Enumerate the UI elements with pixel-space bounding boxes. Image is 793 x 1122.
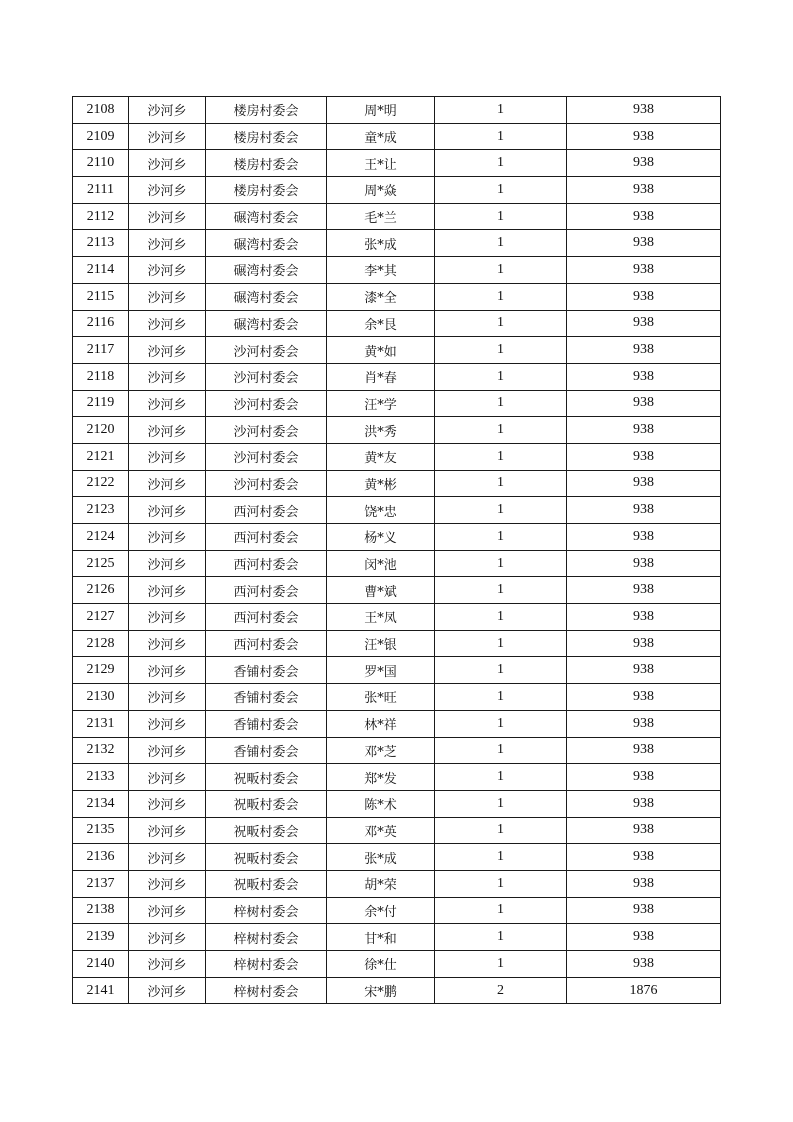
row-number-cell: 2135	[73, 817, 129, 844]
table-row	[73, 230, 721, 257]
row-number-cell: 2136	[73, 844, 129, 871]
table-row	[73, 897, 721, 924]
row-number-cell: 2129	[73, 657, 129, 684]
row-number-cell: 2140	[73, 951, 129, 978]
township-cell: 沙河乡	[129, 97, 206, 124]
row-number-cell: 2116	[73, 310, 129, 337]
household-count-cell: 1	[435, 363, 567, 390]
township-cell: 沙河乡	[129, 497, 206, 524]
amount-cell: 938	[567, 817, 721, 844]
township-cell: 沙河乡	[129, 951, 206, 978]
household-count-cell: 1	[435, 684, 567, 711]
township-cell: 沙河乡	[129, 524, 206, 551]
table-row	[73, 390, 721, 417]
amount-cell: 938	[567, 550, 721, 577]
amount-cell: 938	[567, 951, 721, 978]
household-count-cell: 1	[435, 417, 567, 444]
household-count-cell: 1	[435, 257, 567, 284]
village-committee-cell: 楼房村委会	[206, 177, 327, 204]
village-committee-cell: 梓树村委会	[206, 951, 327, 978]
township-cell: 沙河乡	[129, 844, 206, 871]
household-count-cell: 1	[435, 524, 567, 551]
village-committee-cell: 西河村委会	[206, 550, 327, 577]
table-row	[73, 524, 721, 551]
household-count-cell: 1	[435, 577, 567, 604]
amount-cell: 938	[567, 737, 721, 764]
amount-cell: 938	[567, 684, 721, 711]
township-cell: 沙河乡	[129, 550, 206, 577]
household-count-cell: 1	[435, 604, 567, 631]
village-committee-cell: 沙河村委会	[206, 470, 327, 497]
row-number-cell: 2115	[73, 283, 129, 310]
township-cell: 沙河乡	[129, 737, 206, 764]
amount-cell: 938	[567, 604, 721, 631]
village-committee-cell: 沙河村委会	[206, 390, 327, 417]
village-committee-cell: 碾湾村委会	[206, 230, 327, 257]
township-cell: 沙河乡	[129, 310, 206, 337]
row-number-cell: 2130	[73, 684, 129, 711]
amount-cell: 938	[567, 897, 721, 924]
village-committee-cell: 沙河村委会	[206, 443, 327, 470]
row-number-cell: 2128	[73, 630, 129, 657]
row-number-cell: 2126	[73, 577, 129, 604]
table-row	[73, 550, 721, 577]
person-name-cell: 毛*兰	[327, 203, 435, 230]
amount-cell: 938	[567, 470, 721, 497]
row-number-cell: 2114	[73, 257, 129, 284]
row-number-cell: 2111	[73, 177, 129, 204]
township-cell: 沙河乡	[129, 577, 206, 604]
row-number-cell: 2131	[73, 710, 129, 737]
village-committee-cell: 楼房村委会	[206, 150, 327, 177]
table-row	[73, 577, 721, 604]
village-committee-cell: 祝畈村委会	[206, 817, 327, 844]
household-count-cell: 1	[435, 283, 567, 310]
table-row	[73, 870, 721, 897]
township-cell: 沙河乡	[129, 283, 206, 310]
township-cell: 沙河乡	[129, 443, 206, 470]
table-row	[73, 363, 721, 390]
household-count-cell: 1	[435, 177, 567, 204]
township-cell: 沙河乡	[129, 150, 206, 177]
amount-cell: 1876	[567, 977, 721, 1004]
row-number-cell: 2137	[73, 870, 129, 897]
village-committee-cell: 梓树村委会	[206, 897, 327, 924]
amount-cell: 938	[567, 497, 721, 524]
row-number-cell: 2141	[73, 977, 129, 1004]
person-name-cell: 闵*池	[327, 550, 435, 577]
amount-cell: 938	[567, 524, 721, 551]
table-row	[73, 497, 721, 524]
row-number-cell: 2138	[73, 897, 129, 924]
township-cell: 沙河乡	[129, 977, 206, 1004]
person-name-cell: 杨*义	[327, 524, 435, 551]
person-name-cell: 黄*友	[327, 443, 435, 470]
township-cell: 沙河乡	[129, 897, 206, 924]
township-cell: 沙河乡	[129, 764, 206, 791]
household-count-cell: 1	[435, 790, 567, 817]
person-name-cell: 王*让	[327, 150, 435, 177]
village-committee-cell: 西河村委会	[206, 604, 327, 631]
township-cell: 沙河乡	[129, 604, 206, 631]
person-name-cell: 张*成	[327, 230, 435, 257]
table-row	[73, 177, 721, 204]
roster-table-body	[73, 97, 721, 1004]
village-committee-cell: 祝畈村委会	[206, 790, 327, 817]
table-row	[73, 97, 721, 124]
row-number-cell: 2122	[73, 470, 129, 497]
person-name-cell: 罗*国	[327, 657, 435, 684]
person-name-cell: 周*焱	[327, 177, 435, 204]
row-number-cell: 2119	[73, 390, 129, 417]
amount-cell: 938	[567, 577, 721, 604]
row-number-cell: 2120	[73, 417, 129, 444]
village-committee-cell: 碾湾村委会	[206, 310, 327, 337]
row-number-cell: 2124	[73, 524, 129, 551]
person-name-cell: 肖*春	[327, 363, 435, 390]
village-committee-cell: 香铺村委会	[206, 737, 327, 764]
amount-cell: 938	[567, 177, 721, 204]
row-number-cell: 2123	[73, 497, 129, 524]
table-row	[73, 443, 721, 470]
village-committee-cell: 祝畈村委会	[206, 844, 327, 871]
table-row	[73, 310, 721, 337]
village-committee-cell: 西河村委会	[206, 630, 327, 657]
village-committee-cell: 楼房村委会	[206, 123, 327, 150]
table-row	[73, 737, 721, 764]
amount-cell: 938	[567, 630, 721, 657]
township-cell: 沙河乡	[129, 337, 206, 364]
household-count-cell: 1	[435, 870, 567, 897]
household-count-cell: 1	[435, 203, 567, 230]
row-number-cell: 2108	[73, 97, 129, 124]
household-count-cell: 1	[435, 951, 567, 978]
row-number-cell: 2139	[73, 924, 129, 951]
village-committee-cell: 沙河村委会	[206, 417, 327, 444]
row-number-cell: 2110	[73, 150, 129, 177]
village-committee-cell: 西河村委会	[206, 497, 327, 524]
village-committee-cell: 碾湾村委会	[206, 257, 327, 284]
township-cell: 沙河乡	[129, 177, 206, 204]
person-name-cell: 胡*荣	[327, 870, 435, 897]
township-cell: 沙河乡	[129, 924, 206, 951]
table-row	[73, 630, 721, 657]
person-name-cell: 黄*彬	[327, 470, 435, 497]
row-number-cell: 2132	[73, 737, 129, 764]
table-row	[73, 283, 721, 310]
household-count-cell: 1	[435, 123, 567, 150]
amount-cell: 938	[567, 390, 721, 417]
amount-cell: 938	[567, 257, 721, 284]
household-count-cell: 1	[435, 443, 567, 470]
amount-cell: 938	[567, 97, 721, 124]
amount-cell: 938	[567, 337, 721, 364]
person-name-cell: 余*付	[327, 897, 435, 924]
amount-cell: 938	[567, 443, 721, 470]
household-count-cell: 1	[435, 764, 567, 791]
person-name-cell: 甘*和	[327, 924, 435, 951]
household-count-cell: 1	[435, 550, 567, 577]
table-row	[73, 924, 721, 951]
row-number-cell: 2112	[73, 203, 129, 230]
township-cell: 沙河乡	[129, 657, 206, 684]
table-row	[73, 417, 721, 444]
row-number-cell: 2121	[73, 443, 129, 470]
person-name-cell: 宋*鹏	[327, 977, 435, 1004]
person-name-cell: 张*旺	[327, 684, 435, 711]
household-count-cell: 2	[435, 977, 567, 1004]
township-cell: 沙河乡	[129, 870, 206, 897]
village-committee-cell: 香铺村委会	[206, 710, 327, 737]
village-committee-cell: 西河村委会	[206, 577, 327, 604]
township-cell: 沙河乡	[129, 363, 206, 390]
township-cell: 沙河乡	[129, 470, 206, 497]
person-name-cell: 余*艮	[327, 310, 435, 337]
table-row	[73, 123, 721, 150]
table-row	[73, 844, 721, 871]
amount-cell: 938	[567, 870, 721, 897]
amount-cell: 938	[567, 150, 721, 177]
village-committee-cell: 楼房村委会	[206, 97, 327, 124]
table-row	[73, 257, 721, 284]
table-row	[73, 337, 721, 364]
row-number-cell: 2133	[73, 764, 129, 791]
person-name-cell: 郑*发	[327, 764, 435, 791]
township-cell: 沙河乡	[129, 123, 206, 150]
household-count-cell: 1	[435, 710, 567, 737]
village-committee-cell: 西河村委会	[206, 524, 327, 551]
table-row	[73, 470, 721, 497]
household-count-cell: 1	[435, 657, 567, 684]
person-name-cell: 汪*学	[327, 390, 435, 417]
person-name-cell: 漆*全	[327, 283, 435, 310]
roster-table	[72, 96, 721, 1004]
township-cell: 沙河乡	[129, 790, 206, 817]
amount-cell: 938	[567, 203, 721, 230]
person-name-cell: 曹*斌	[327, 577, 435, 604]
household-count-cell: 1	[435, 817, 567, 844]
table-row	[73, 951, 721, 978]
person-name-cell: 汪*银	[327, 630, 435, 657]
amount-cell: 938	[567, 790, 721, 817]
township-cell: 沙河乡	[129, 710, 206, 737]
table-row	[73, 977, 721, 1004]
person-name-cell: 洪*秀	[327, 417, 435, 444]
row-number-cell: 2109	[73, 123, 129, 150]
amount-cell: 938	[567, 123, 721, 150]
row-number-cell: 2113	[73, 230, 129, 257]
table-row	[73, 604, 721, 631]
amount-cell: 938	[567, 924, 721, 951]
table-row	[73, 764, 721, 791]
village-committee-cell: 梓树村委会	[206, 977, 327, 1004]
household-count-cell: 1	[435, 737, 567, 764]
row-number-cell: 2117	[73, 337, 129, 364]
township-cell: 沙河乡	[129, 817, 206, 844]
person-name-cell: 徐*仕	[327, 951, 435, 978]
household-count-cell: 1	[435, 337, 567, 364]
person-name-cell: 陈*术	[327, 790, 435, 817]
township-cell: 沙河乡	[129, 257, 206, 284]
township-cell: 沙河乡	[129, 684, 206, 711]
amount-cell: 938	[567, 657, 721, 684]
person-name-cell: 李*其	[327, 257, 435, 284]
row-number-cell: 2127	[73, 604, 129, 631]
person-name-cell: 林*祥	[327, 710, 435, 737]
household-count-cell: 1	[435, 497, 567, 524]
village-committee-cell: 沙河村委会	[206, 337, 327, 364]
table-row	[73, 790, 721, 817]
village-committee-cell: 碾湾村委会	[206, 203, 327, 230]
table-row	[73, 657, 721, 684]
amount-cell: 938	[567, 764, 721, 791]
table-row	[73, 684, 721, 711]
amount-cell: 938	[567, 310, 721, 337]
person-name-cell: 黄*如	[327, 337, 435, 364]
village-committee-cell: 香铺村委会	[206, 684, 327, 711]
household-count-cell: 1	[435, 150, 567, 177]
township-cell: 沙河乡	[129, 203, 206, 230]
person-name-cell: 邓*芝	[327, 737, 435, 764]
person-name-cell: 饶*忠	[327, 497, 435, 524]
household-count-cell: 1	[435, 390, 567, 417]
household-count-cell: 1	[435, 844, 567, 871]
person-name-cell: 童*成	[327, 123, 435, 150]
township-cell: 沙河乡	[129, 230, 206, 257]
village-committee-cell: 沙河村委会	[206, 363, 327, 390]
village-committee-cell: 梓树村委会	[206, 924, 327, 951]
table-row	[73, 150, 721, 177]
row-number-cell: 2125	[73, 550, 129, 577]
amount-cell: 938	[567, 283, 721, 310]
household-count-cell: 1	[435, 470, 567, 497]
table-row	[73, 710, 721, 737]
household-count-cell: 1	[435, 97, 567, 124]
amount-cell: 938	[567, 417, 721, 444]
person-name-cell: 周*明	[327, 97, 435, 124]
table-row	[73, 817, 721, 844]
village-committee-cell: 碾湾村委会	[206, 283, 327, 310]
person-name-cell: 王*凤	[327, 604, 435, 631]
amount-cell: 938	[567, 230, 721, 257]
row-number-cell: 2134	[73, 790, 129, 817]
household-count-cell: 1	[435, 924, 567, 951]
township-cell: 沙河乡	[129, 390, 206, 417]
household-count-cell: 1	[435, 630, 567, 657]
household-count-cell: 1	[435, 230, 567, 257]
person-name-cell: 张*成	[327, 844, 435, 871]
person-name-cell: 邓*英	[327, 817, 435, 844]
amount-cell: 938	[567, 710, 721, 737]
household-count-cell: 1	[435, 897, 567, 924]
amount-cell: 938	[567, 844, 721, 871]
village-committee-cell: 祝畈村委会	[206, 870, 327, 897]
township-cell: 沙河乡	[129, 630, 206, 657]
township-cell: 沙河乡	[129, 417, 206, 444]
amount-cell: 938	[567, 363, 721, 390]
household-count-cell: 1	[435, 310, 567, 337]
table-row	[73, 203, 721, 230]
village-committee-cell: 祝畈村委会	[206, 764, 327, 791]
village-committee-cell: 香铺村委会	[206, 657, 327, 684]
row-number-cell: 2118	[73, 363, 129, 390]
